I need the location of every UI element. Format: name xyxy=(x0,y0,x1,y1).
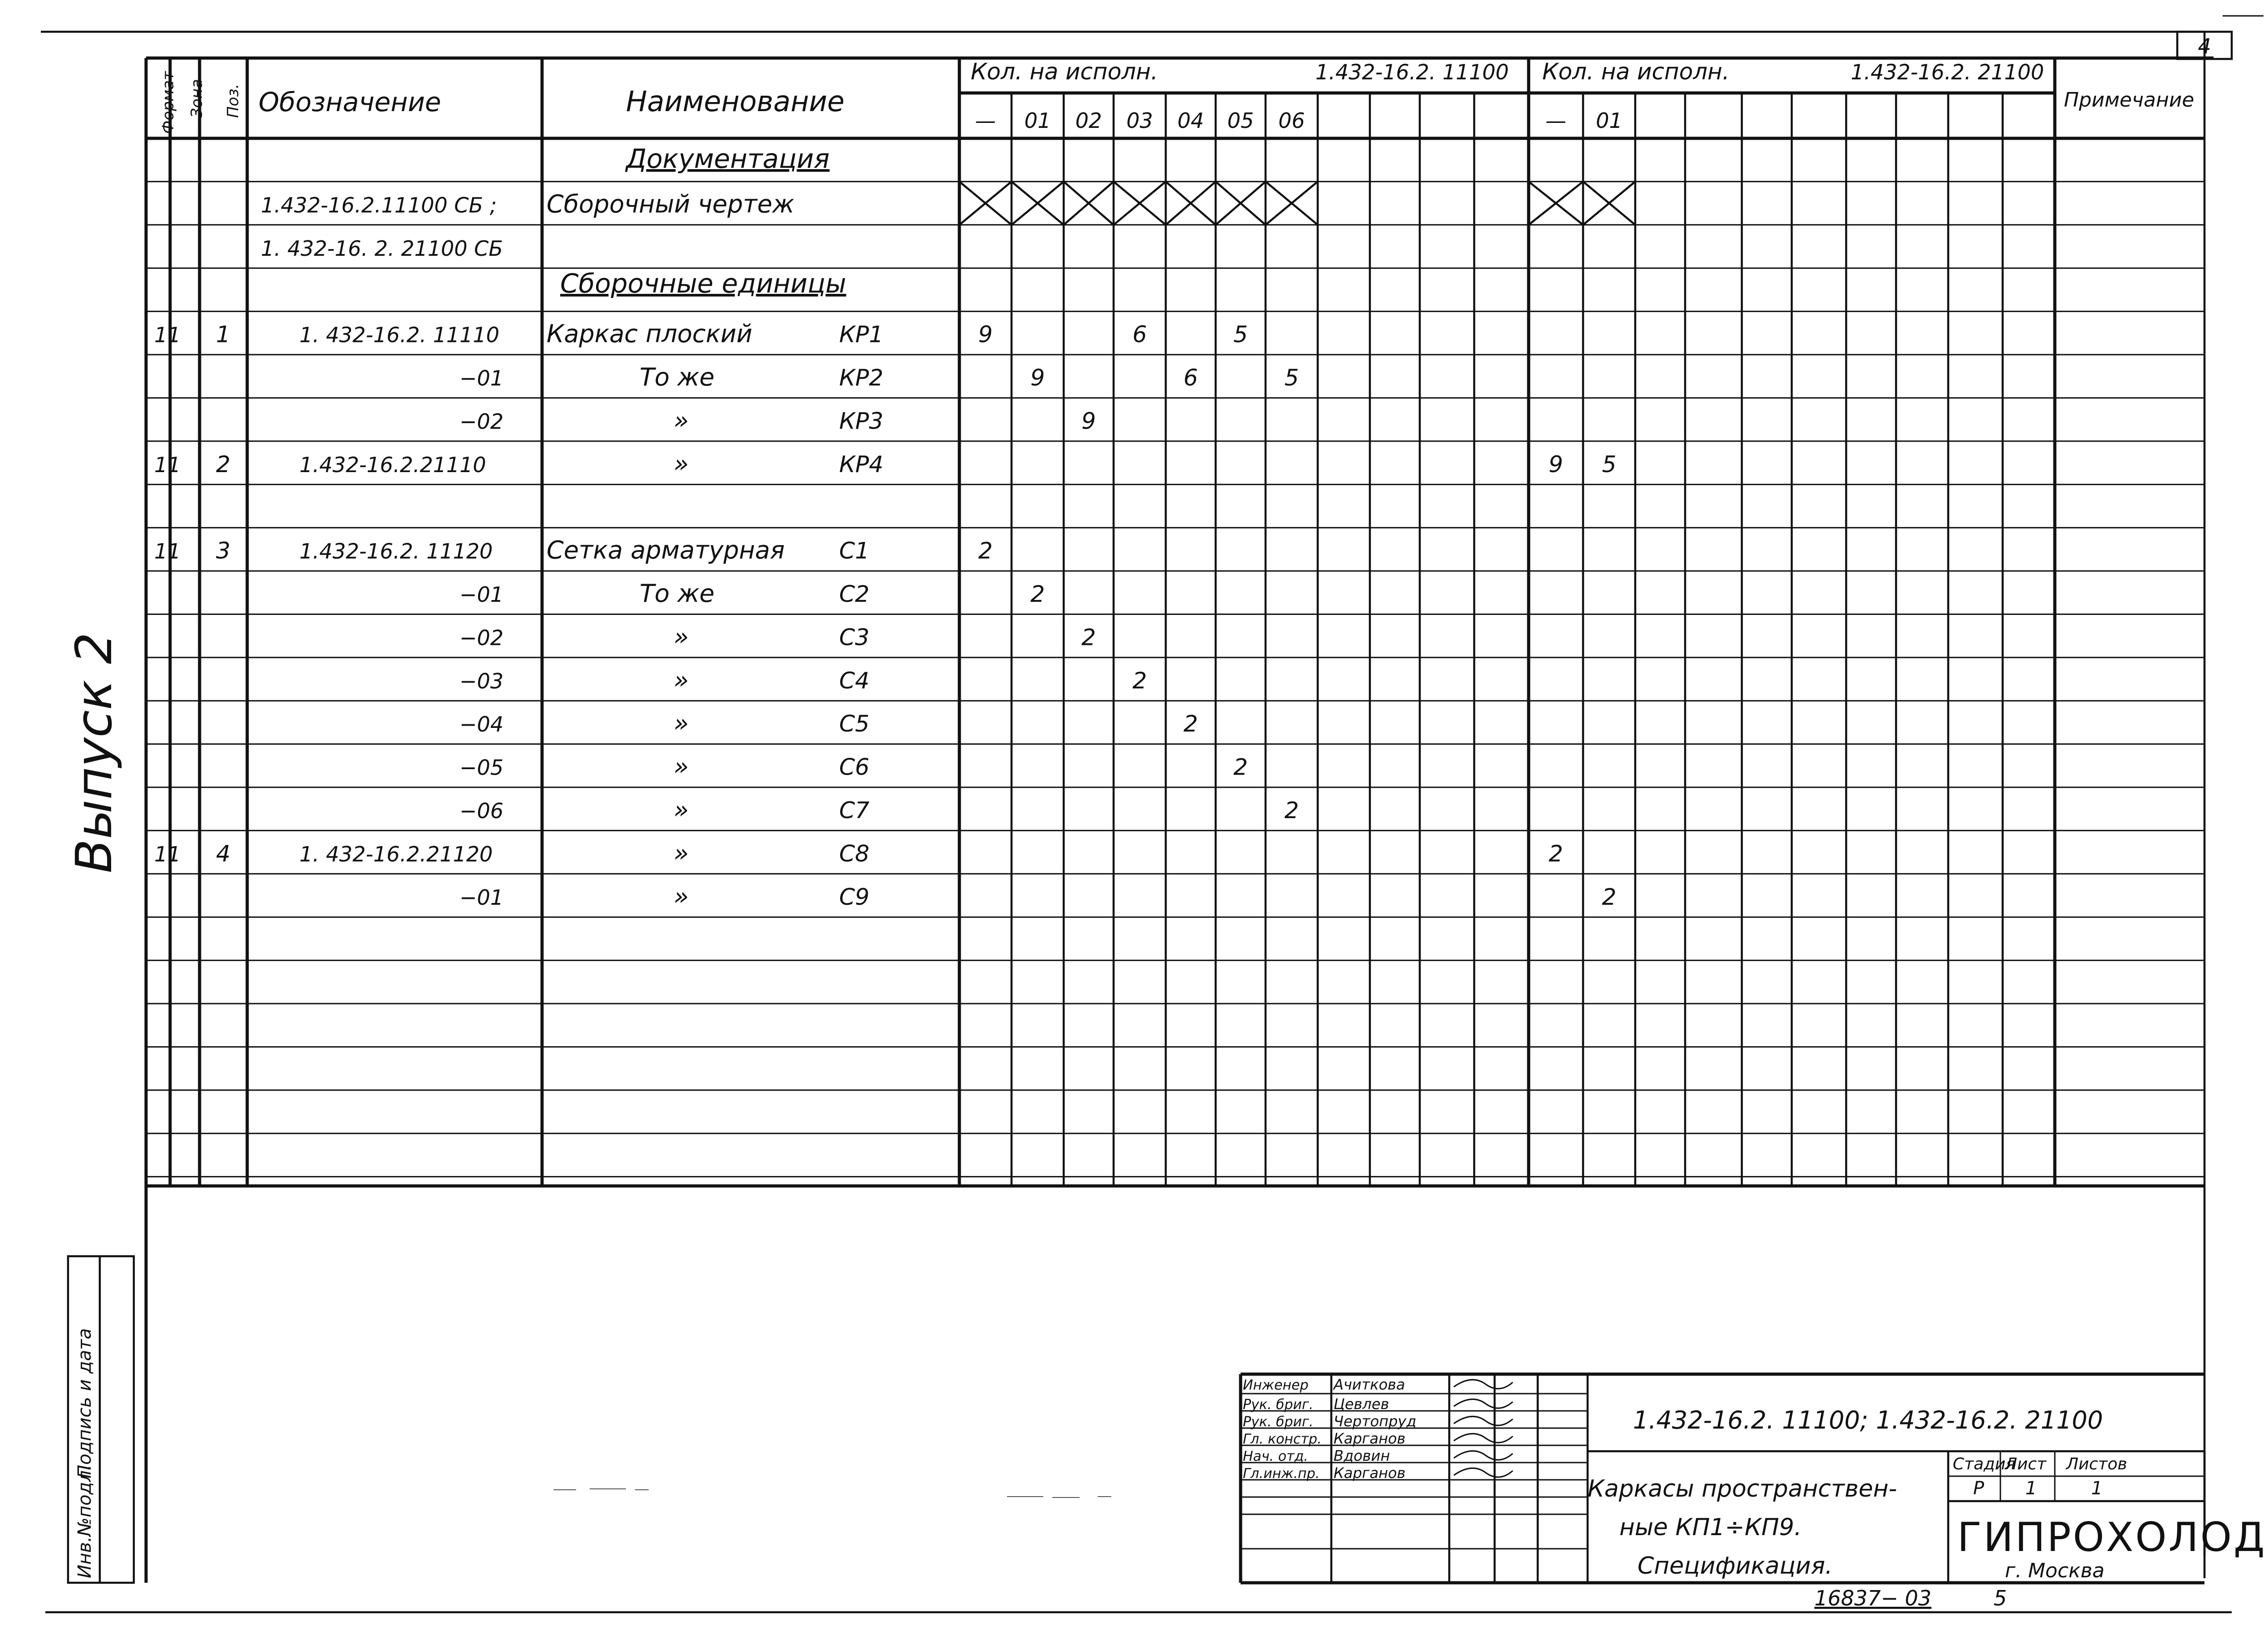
stage-value: Р xyxy=(1973,1478,1984,1499)
table-row xyxy=(459,579,1045,608)
exec-col-header-group1: 05 xyxy=(1227,108,1254,133)
table-row xyxy=(459,795,1299,824)
table-rows xyxy=(154,190,1616,910)
signature-icon xyxy=(1454,1468,1513,1477)
exec-col-header-group1: — xyxy=(975,108,996,133)
cell-qty-group1: 2 xyxy=(1233,754,1248,780)
cell-mark: С3 xyxy=(839,624,870,651)
cell-mark: С7 xyxy=(839,797,870,824)
cell-qty-group2: 2 xyxy=(1549,840,1563,867)
table-row xyxy=(459,709,1198,737)
sheets-value: 1 xyxy=(2091,1478,2103,1499)
cell-designation: −05 xyxy=(459,755,503,780)
cell-designation: 1. 432-16.2. 11110 xyxy=(299,322,499,347)
signatory-role: Гл.инж.пр. xyxy=(1243,1466,1320,1482)
signatory-name: Карганов xyxy=(1334,1430,1406,1447)
cell-qty-group1: 2 xyxy=(978,537,993,564)
signatory-name: Ачиткова xyxy=(1334,1376,1405,1393)
cell-qty-group1: 2 xyxy=(1183,711,1198,737)
cell-designation: 1.432-16.2. 11120 xyxy=(299,539,493,564)
cell-name: То же xyxy=(640,363,715,391)
cell-name: » xyxy=(674,665,689,694)
cell-position: 4 xyxy=(216,840,230,867)
cell-qty-group1: 2 xyxy=(1030,581,1045,607)
cell-designation: 1. 432-16.2.21120 xyxy=(299,842,493,867)
cell-name: » xyxy=(674,839,689,868)
cell-mark: С8 xyxy=(839,840,870,867)
cell-qty-group2: 2 xyxy=(1602,883,1617,910)
cell-qty-group1: 2 xyxy=(1132,667,1147,694)
cell-designation: −01 xyxy=(459,366,503,390)
cell-position: 3 xyxy=(216,537,230,564)
signatory-name: Цевлев xyxy=(1334,1395,1389,1413)
cell-qty-group2: 5 xyxy=(1602,451,1617,478)
cell-qty-group1: 9 xyxy=(1081,408,1096,434)
cell-mark: КР3 xyxy=(839,408,884,434)
signatory-role: Инженер xyxy=(1243,1377,1309,1393)
signature-icon xyxy=(1454,1380,1513,1389)
exec-col-header-group2: 01 xyxy=(1596,108,1623,133)
signatory-role: Нач. отд. xyxy=(1243,1449,1308,1464)
signature-icon xyxy=(1454,1434,1513,1443)
table-row xyxy=(459,882,1616,911)
cell-designation: −06 xyxy=(459,799,503,823)
organization-city: г. Москва xyxy=(2005,1559,2105,1582)
signatory-role: Рук. бриг. xyxy=(1243,1414,1314,1430)
header-zone: Зона xyxy=(188,79,206,118)
table-row xyxy=(154,839,1563,867)
page-number-box xyxy=(2177,32,2232,59)
exec-col-header-group1: 01 xyxy=(1024,108,1051,133)
cell-mark: С9 xyxy=(839,883,870,910)
table-row xyxy=(459,622,1096,651)
signatory-role: Рук. бриг. xyxy=(1243,1397,1314,1413)
section-titles xyxy=(560,143,846,299)
scan-dashes xyxy=(553,1489,1111,1497)
left-margin-stamp xyxy=(68,1256,134,1583)
not-applicable-crosses xyxy=(959,181,1635,224)
cell-designation: −01 xyxy=(459,885,503,910)
cell-name: Каркас плоский xyxy=(547,319,753,348)
cell-name: Сборочный чертеж xyxy=(547,190,795,219)
exec-col-header-group1: 06 xyxy=(1278,108,1305,133)
cell-designation: −01 xyxy=(459,582,503,607)
cell-name: Сетка арматурная xyxy=(547,536,785,565)
cell-mark: С5 xyxy=(839,711,870,737)
signatory-role: Гл. констр. xyxy=(1243,1431,1322,1447)
header-qty-doc-1: 1.432-16.2. 11100 xyxy=(1315,60,1509,84)
cell-qty-group1: 5 xyxy=(1233,321,1248,348)
signatory-row xyxy=(1243,1376,1513,1393)
cell-mark: С1 xyxy=(839,537,870,564)
stage-label: Стадия xyxy=(1953,1455,2016,1473)
title-block xyxy=(1241,1374,2267,1583)
cell-mark: С2 xyxy=(839,581,870,607)
header-qty-doc-2: 1.432-16.2. 21100 xyxy=(1851,60,2044,84)
header-position: Поз. xyxy=(224,83,242,118)
table-row xyxy=(261,236,503,261)
table-row xyxy=(459,752,1248,781)
cell-name: То же xyxy=(640,579,715,608)
signatory-row xyxy=(1243,1464,1513,1482)
header-designation: Обозначение xyxy=(259,87,441,117)
cell-mark: С4 xyxy=(839,667,870,694)
table-row xyxy=(154,449,1616,478)
signature-date-label: Подпись и дата xyxy=(74,1328,95,1478)
inv-original-label: Инв.№подл. xyxy=(74,1464,95,1578)
cell-name: » xyxy=(674,882,689,911)
exec-col-header-group2: — xyxy=(1545,108,1566,133)
cell-qty-group2: 9 xyxy=(1549,451,1563,478)
title-line-2: ные КП1÷КП9. xyxy=(1619,1514,1802,1541)
signatory-row xyxy=(1243,1413,1513,1430)
signatory-row xyxy=(1243,1447,1513,1464)
page-number: 4 xyxy=(2198,34,2211,59)
cell-name: » xyxy=(674,622,689,651)
table-grid xyxy=(146,58,2214,1583)
cell-mark: КР4 xyxy=(839,451,884,478)
cell-position: 2 xyxy=(216,451,230,478)
organization-name: ГИПРОХОЛОД xyxy=(1957,1514,2267,1561)
cell-qty-group1: 2 xyxy=(1081,624,1096,651)
exec-col-header-group1: 03 xyxy=(1126,108,1153,133)
signatory-name: Чертопруд xyxy=(1334,1413,1417,1430)
cell-name: » xyxy=(674,709,689,738)
signatory-name: Карганов xyxy=(1334,1464,1406,1482)
frame-number: 5 xyxy=(1994,1586,2007,1610)
cell-qty-group1: 6 xyxy=(1132,321,1147,348)
cell-designation: 1.432-16.2.21110 xyxy=(299,452,486,477)
document-code: 1.432-16.2. 11100; 1.432-16.2. 21100 xyxy=(1633,1406,2103,1434)
cell-name: » xyxy=(674,449,689,478)
table-row xyxy=(459,363,1299,391)
cell-designation: 1.432-16.2.11100 СБ ; xyxy=(261,193,497,218)
cell-name: » xyxy=(674,752,689,781)
cell-qty-group1: 2 xyxy=(1284,797,1299,824)
cell-designation: 1. 432-16. 2. 21100 СБ xyxy=(261,236,503,261)
cell-format: 11 xyxy=(154,842,181,867)
sheet-label: Лист xyxy=(2005,1455,2047,1473)
header-qty-label-1: Кол. на исполн. xyxy=(971,59,1158,85)
cell-designation: −02 xyxy=(459,409,503,434)
specification-table xyxy=(146,58,2214,1583)
signatory-row xyxy=(1243,1395,1513,1413)
cell-mark: КР1 xyxy=(839,321,884,348)
cell-mark: КР2 xyxy=(839,365,884,391)
table-row xyxy=(459,406,1096,434)
sheets-label: Листов xyxy=(2066,1455,2127,1473)
section-documentation: Документация xyxy=(626,143,830,174)
section-assembly-units: Сборочные единицы xyxy=(560,268,846,299)
signature-icon xyxy=(1454,1399,1513,1408)
table-row xyxy=(154,536,992,565)
cell-name: » xyxy=(674,795,689,824)
archive-number: 16837− 03 xyxy=(1814,1586,1932,1610)
cell-mark: С6 xyxy=(839,754,870,780)
signatory-name: Вдовин xyxy=(1334,1447,1390,1464)
table-row xyxy=(261,190,795,218)
title-line-1: Каркасы пространствен- xyxy=(1588,1475,1897,1502)
cell-qty-group1: 9 xyxy=(978,321,993,348)
cell-designation: −02 xyxy=(459,625,503,650)
cell-name: » xyxy=(674,406,689,435)
title-line-3: Спецификация. xyxy=(1637,1552,1833,1580)
exec-col-header-group1: 02 xyxy=(1075,108,1102,133)
table-row xyxy=(459,666,1147,694)
cell-format: 11 xyxy=(154,452,181,477)
cell-designation: −04 xyxy=(459,712,503,737)
cell-qty-group1: 9 xyxy=(1030,365,1045,391)
cell-qty-group1: 6 xyxy=(1183,365,1198,391)
cell-format: 11 xyxy=(154,322,181,347)
execution-column-headers xyxy=(975,108,1623,133)
signature-icon xyxy=(1454,1451,1513,1460)
header-qty-label-2: Кол. на исполн. xyxy=(1542,59,1730,85)
exec-col-header-group1: 04 xyxy=(1177,108,1204,133)
cell-format: 11 xyxy=(154,539,181,564)
header-name: Наименование xyxy=(626,85,845,118)
cell-qty-group1: 5 xyxy=(1284,365,1299,391)
header-note: Примечание xyxy=(2064,88,2195,112)
table-header xyxy=(159,59,2194,134)
cell-designation: −03 xyxy=(459,668,503,693)
table-row xyxy=(154,320,1248,348)
sheet-value: 1 xyxy=(2025,1478,2037,1499)
cell-position: 1 xyxy=(216,321,230,348)
signatory-row xyxy=(1243,1430,1513,1447)
issue-label: Выпуск 2 xyxy=(65,632,123,873)
signature-icon xyxy=(1454,1416,1513,1425)
header-format: Формат xyxy=(159,71,177,134)
